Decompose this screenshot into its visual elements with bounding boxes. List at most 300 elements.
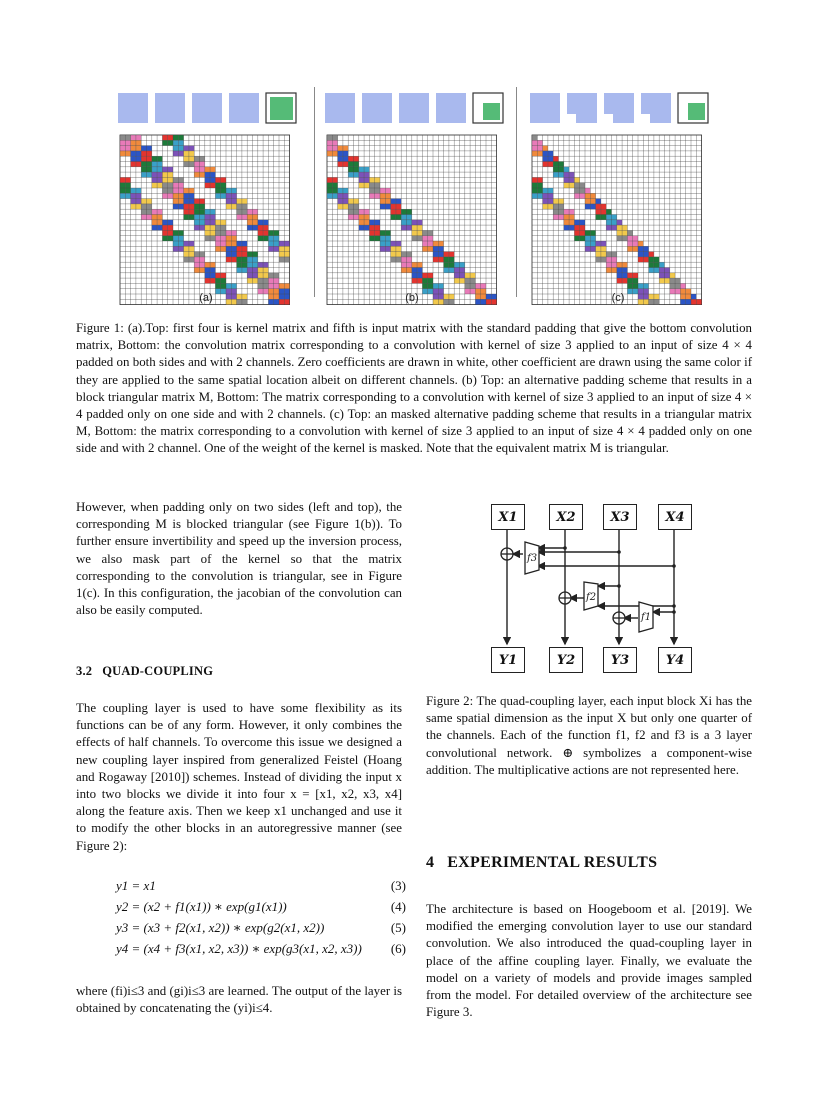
matrix-cell xyxy=(553,215,558,220)
input-box-x3: X3 xyxy=(603,504,637,530)
matrix-cell xyxy=(553,172,558,177)
matrix-cell xyxy=(543,162,548,167)
matrix-cell xyxy=(205,278,210,283)
matrix-cell xyxy=(375,188,380,193)
matrix-cell xyxy=(141,199,146,204)
matrix-cell xyxy=(627,278,632,283)
matrix-cell xyxy=(569,183,574,188)
matrix-cell xyxy=(627,273,632,278)
matrix-cell xyxy=(268,289,273,294)
matrix-cell xyxy=(194,204,199,209)
matrix-cell xyxy=(253,268,258,273)
matrix-cell xyxy=(444,262,449,267)
kernel-square xyxy=(362,93,392,123)
matrix-cell xyxy=(475,294,480,299)
matrix-cell xyxy=(242,199,247,204)
matrix-cell xyxy=(184,241,189,246)
matrix-cell xyxy=(364,167,369,172)
matrix-cell xyxy=(465,273,470,278)
matrix-cell xyxy=(338,151,343,156)
matrix-cell xyxy=(120,146,125,151)
matrix-cell xyxy=(332,183,337,188)
matrix-cell xyxy=(412,236,417,241)
matrix-cell xyxy=(401,257,406,262)
matrix-cell xyxy=(189,241,194,246)
matrix-cell xyxy=(606,268,611,273)
matrix-cell xyxy=(606,252,611,257)
matrix-cell xyxy=(147,172,152,177)
matrix-cell xyxy=(221,278,226,283)
matrix-cell xyxy=(226,241,231,246)
function-label-f3: f3 xyxy=(527,553,538,564)
matrix-cell xyxy=(460,268,465,273)
matrix-cell xyxy=(680,299,685,304)
matrix-cell xyxy=(532,146,537,151)
matrix-cell xyxy=(449,268,454,273)
matrix-cell xyxy=(606,215,611,220)
matrix-cell xyxy=(417,220,422,225)
matrix-cell xyxy=(454,273,459,278)
matrix-cell xyxy=(665,273,670,278)
matrix-cell xyxy=(364,220,369,225)
matrix-cell xyxy=(449,252,454,257)
matrix-cell xyxy=(601,204,606,209)
matrix-cell xyxy=(184,252,189,257)
matrix-cell xyxy=(454,278,459,283)
matrix-cell xyxy=(649,252,654,257)
matrix-cell xyxy=(612,220,617,225)
matrix-cell xyxy=(612,257,617,262)
matrix-cell xyxy=(454,262,459,267)
matrix-cell xyxy=(253,225,258,230)
matrix-cell xyxy=(242,215,247,220)
matrix-cell xyxy=(147,215,152,220)
matrix-cell xyxy=(343,188,348,193)
matrix-cell xyxy=(152,183,157,188)
matrix-cell xyxy=(585,236,590,241)
matrix-cell xyxy=(649,257,654,262)
matrix-cell xyxy=(585,188,590,193)
matrix-cell xyxy=(532,177,537,182)
paragraph-learned-functions: where (fi)i≤3 and (gi)i≤3 are learned. The output of the layer is obtained by concatenating the (yi)i≤4. xyxy=(76,984,402,1016)
matrix-cell xyxy=(184,215,189,220)
matrix-cell xyxy=(417,273,422,278)
matrix-cell xyxy=(553,156,558,161)
matrix-cell xyxy=(569,209,574,214)
matrix-cell xyxy=(237,299,242,304)
matrix-cell xyxy=(173,193,178,198)
matrix-cell xyxy=(543,199,548,204)
matrix-cell xyxy=(680,289,685,294)
matrix-cell xyxy=(237,204,242,209)
matrix-cell xyxy=(475,289,480,294)
matrix-cell xyxy=(332,135,337,140)
kernel-square xyxy=(118,93,148,123)
matrix-cell xyxy=(231,188,236,193)
matrix-cell xyxy=(231,236,236,241)
matrix-cell xyxy=(627,241,632,246)
matrix-cell xyxy=(449,294,454,299)
kernel-square xyxy=(530,93,560,123)
output-box-y3: Y3 xyxy=(603,647,637,673)
matrix-cell xyxy=(226,246,231,251)
matrix-cell xyxy=(152,209,157,214)
input-box-x1: X1 xyxy=(491,504,525,530)
matrix-cell xyxy=(231,241,236,246)
matrix-cell xyxy=(231,230,236,235)
matrix-cell xyxy=(548,162,553,167)
matrix-cell xyxy=(194,156,199,161)
matrix-cell xyxy=(627,236,632,241)
matrix-cell xyxy=(606,209,611,214)
matrix-cell xyxy=(460,262,465,267)
matrix-cell xyxy=(601,257,606,262)
matrix-cell xyxy=(396,199,401,204)
matrix-cell xyxy=(601,241,606,246)
matrix-cell xyxy=(189,151,194,156)
matrix-cell xyxy=(348,167,353,172)
matrix-cell xyxy=(268,283,273,288)
paragraph-quad-coupling: The coupling layer is used to have some flexibility as its functions can be of any form. However, it only combines the effects of half channels. To overcome this issue we designed a new coupling layer inspired from generalized Feistel (Hoang and Rogaway [2010]) schemes. Instead of dividing the input x into two blocks we divide it into four x = [x1, x2, x3, x4] along the feature axis. Then we keep x1 unchanged and use it to modify the other blocks in an autoregressive manner (see Figure 2): xyxy=(76,701,402,853)
matrix-cell xyxy=(444,299,449,304)
matrix-cell xyxy=(343,193,348,198)
matrix-cell xyxy=(564,209,569,214)
matrix-cell xyxy=(407,252,412,257)
matrix-cell xyxy=(215,241,220,246)
input-fill xyxy=(270,97,293,120)
matrix-cell xyxy=(327,146,332,151)
matrix-cell xyxy=(638,283,643,288)
matrix-cell xyxy=(157,162,162,167)
matrix-cell xyxy=(253,257,258,262)
matrix-cell xyxy=(194,220,199,225)
matrix-cell xyxy=(237,252,242,257)
matrix-cell xyxy=(194,257,199,262)
matrix-cell xyxy=(417,262,422,267)
matrix-cell xyxy=(559,172,564,177)
matrix-cell xyxy=(553,199,558,204)
matrix-cell xyxy=(221,283,226,288)
matrix-cell xyxy=(465,289,470,294)
matrix-cell xyxy=(152,162,157,167)
matrix-cell xyxy=(274,283,279,288)
matrix-cell xyxy=(385,204,390,209)
matrix-cell xyxy=(580,183,585,188)
matrix-cell xyxy=(543,204,548,209)
matrix-cell xyxy=(184,156,189,161)
matrix-cell xyxy=(596,204,601,209)
matrix-cell xyxy=(460,273,465,278)
matrix-cell xyxy=(268,241,273,246)
matrix-cell xyxy=(590,199,595,204)
matrix-cell xyxy=(231,199,236,204)
matrix-cell xyxy=(444,294,449,299)
matrix-cell xyxy=(332,140,337,145)
matrix-cell xyxy=(391,257,396,262)
matrix-cell xyxy=(617,230,622,235)
matrix-cell xyxy=(162,177,167,182)
matrix-cell xyxy=(354,172,359,177)
matrix-cell xyxy=(428,230,433,235)
matrix-cell xyxy=(247,215,252,220)
matrix-cell xyxy=(168,193,173,198)
matrix-cell xyxy=(131,146,136,151)
matrix-cell xyxy=(348,204,353,209)
matrix-cell xyxy=(564,225,569,230)
matrix-cell xyxy=(131,156,136,161)
matrix-cell xyxy=(226,236,231,241)
matrix-cell xyxy=(215,246,220,251)
matrix-cell xyxy=(168,230,173,235)
matrix-cell xyxy=(178,246,183,251)
matrix-cell xyxy=(633,283,638,288)
matrix-cell xyxy=(274,273,279,278)
matrix-cell xyxy=(433,246,438,251)
matrix-cell xyxy=(152,220,157,225)
matrix-cell xyxy=(691,299,696,304)
matrix-cell xyxy=(596,257,601,262)
matrix-cell xyxy=(401,220,406,225)
matrix-cell xyxy=(215,236,220,241)
matrix-cell xyxy=(649,268,654,273)
matrix-cell xyxy=(574,236,579,241)
matrix-cell xyxy=(136,162,141,167)
matrix-cell xyxy=(348,172,353,177)
matrix-cell xyxy=(184,151,189,156)
matrix-cell xyxy=(580,193,585,198)
matrix-cell xyxy=(364,177,369,182)
matrix-cell xyxy=(412,278,417,283)
matrix-cell xyxy=(407,225,412,230)
matrix-cell xyxy=(178,199,183,204)
matrix-cell xyxy=(470,289,475,294)
matrix-cell xyxy=(412,230,417,235)
matrix-cell xyxy=(359,172,364,177)
matrix-cell xyxy=(401,209,406,214)
matrix-cell xyxy=(654,299,659,304)
matrix-cell xyxy=(263,278,268,283)
matrix-cell xyxy=(268,294,273,299)
matrix-cell xyxy=(215,230,220,235)
matrix-cell xyxy=(617,273,622,278)
matrix-cell xyxy=(691,294,696,299)
matrix-cell xyxy=(643,252,648,257)
matrix-cell xyxy=(438,252,443,257)
matrix-cell xyxy=(354,215,359,220)
matrix-cell xyxy=(242,268,247,273)
matrix-cell xyxy=(263,268,268,273)
matrix-cell xyxy=(284,246,289,251)
matrix-cell xyxy=(237,268,242,273)
matrix-cell xyxy=(168,236,173,241)
matrix-cell xyxy=(553,204,558,209)
matrix-cell xyxy=(449,262,454,267)
matrix-cell xyxy=(622,230,627,235)
matrix-cell xyxy=(173,204,178,209)
function-label-f1: f1 xyxy=(641,612,652,623)
matrix-cell xyxy=(226,230,231,235)
matrix-cell xyxy=(612,215,617,220)
matrix-cell xyxy=(686,299,691,304)
matrix-cell xyxy=(654,257,659,262)
matrix-cell xyxy=(205,262,210,267)
matrix-cell xyxy=(168,140,173,145)
matrix-cell xyxy=(147,199,152,204)
matrix-cell xyxy=(168,225,173,230)
matrix-cell xyxy=(470,278,475,283)
matrix-cell xyxy=(221,193,226,198)
matrix-cell xyxy=(380,193,385,198)
matrix-cell xyxy=(131,188,136,193)
matrix-cell xyxy=(532,140,537,145)
equation-number: (5) xyxy=(390,920,406,935)
matrix-cell xyxy=(338,193,343,198)
matrix-cell xyxy=(627,246,632,251)
matrix-cell xyxy=(649,262,654,267)
matrix-cell xyxy=(242,241,247,246)
matrix-cell xyxy=(580,220,585,225)
matrix-cell xyxy=(369,188,374,193)
matrix-cell xyxy=(194,199,199,204)
matrix-cell xyxy=(364,183,369,188)
matrix-cell xyxy=(580,236,585,241)
matrix-cell xyxy=(253,252,258,257)
matrix-cell xyxy=(205,236,210,241)
matrix-cell xyxy=(162,225,167,230)
matrix-cell xyxy=(189,156,194,161)
matrix-cell xyxy=(205,215,210,220)
matrix-cell xyxy=(258,278,263,283)
matrix-cell xyxy=(438,294,443,299)
matrix-cell xyxy=(279,241,284,246)
matrix-cell xyxy=(601,252,606,257)
matrix-cell xyxy=(215,193,220,198)
matrix-cell xyxy=(194,252,199,257)
matrix-cell xyxy=(396,252,401,257)
matrix-cell xyxy=(665,268,670,273)
matrix-cell xyxy=(633,278,638,283)
matrix-cell xyxy=(343,162,348,167)
matrix-cell xyxy=(221,183,226,188)
matrix-cell xyxy=(200,204,205,209)
matrix-cell xyxy=(231,299,236,304)
matrix-cell xyxy=(189,162,194,167)
matrix-cell xyxy=(369,230,374,235)
matrix-cell xyxy=(162,140,167,145)
matrix-cell xyxy=(237,246,242,251)
matrix-cell xyxy=(226,204,231,209)
matrix-cell xyxy=(396,257,401,262)
matrix-cell xyxy=(332,193,337,198)
matrix-cell xyxy=(369,225,374,230)
matrix-cell xyxy=(210,262,215,267)
matrix-cell xyxy=(253,278,258,283)
matrix-cell xyxy=(665,278,670,283)
matrix-cell xyxy=(162,183,167,188)
matrix-cell xyxy=(412,220,417,225)
matrix-cell xyxy=(481,294,486,299)
matrix-cell xyxy=(359,183,364,188)
matrix-cell xyxy=(481,289,486,294)
matrix-cell xyxy=(141,162,146,167)
matrix-cell xyxy=(253,273,258,278)
matrix-cell xyxy=(580,225,585,230)
matrix-cell xyxy=(401,215,406,220)
matrix-cell xyxy=(433,294,438,299)
matrix-cell xyxy=(152,225,157,230)
matrix-cell xyxy=(553,167,558,172)
matrix-cell xyxy=(178,151,183,156)
matrix-cell xyxy=(168,167,173,172)
matrix-cell xyxy=(263,236,268,241)
matrix-cell xyxy=(612,268,617,273)
matrix-cell xyxy=(263,289,268,294)
matrix-cell xyxy=(391,204,396,209)
matrix-cell xyxy=(369,220,374,225)
matrix-cell xyxy=(125,151,130,156)
matrix-cell xyxy=(189,215,194,220)
masked-cell xyxy=(567,114,576,123)
matrix-cell xyxy=(590,236,595,241)
matrix-cell xyxy=(200,172,205,177)
panel-label-b: (b) xyxy=(405,292,419,304)
matrix-cell xyxy=(173,236,178,241)
matrix-cell xyxy=(210,215,215,220)
matrix-cell xyxy=(205,273,210,278)
matrix-cell xyxy=(178,204,183,209)
matrix-cell xyxy=(617,236,622,241)
matrix-cell xyxy=(178,236,183,241)
matrix-cell xyxy=(242,209,247,214)
matrix-cell xyxy=(253,262,258,267)
matrix-cell xyxy=(284,241,289,246)
matrix-cell xyxy=(612,252,617,257)
matrix-cell xyxy=(606,220,611,225)
matrix-cell xyxy=(168,135,173,140)
matrix-cell xyxy=(200,209,205,214)
matrix-cell xyxy=(622,278,627,283)
matrix-cell xyxy=(247,257,252,262)
matrix-cell xyxy=(205,230,210,235)
matrix-cell xyxy=(284,257,289,262)
matrix-cell xyxy=(574,225,579,230)
matrix-cell xyxy=(574,177,579,182)
matrix-cell xyxy=(590,230,595,235)
matrix-cell xyxy=(428,273,433,278)
matrix-cell xyxy=(237,209,242,214)
matrix-cell xyxy=(369,177,374,182)
matrix-cell xyxy=(675,283,680,288)
matrix-cell xyxy=(162,135,167,140)
matrix-cell xyxy=(226,252,231,257)
matrix-cell xyxy=(465,283,470,288)
matrix-cell xyxy=(564,220,569,225)
matrix-cell xyxy=(638,294,643,299)
matrix-cell xyxy=(210,183,215,188)
matrix-cell xyxy=(131,162,136,167)
matrix-cell xyxy=(136,199,141,204)
matrix-cell xyxy=(481,283,486,288)
matrix-cell xyxy=(168,188,173,193)
matrix-cell xyxy=(168,220,173,225)
matrix-cell xyxy=(120,135,125,140)
matrix-cell xyxy=(226,193,231,198)
matrix-cell xyxy=(590,193,595,198)
matrix-cell xyxy=(284,289,289,294)
matrix-cell xyxy=(359,220,364,225)
matrix-cell xyxy=(385,193,390,198)
matrix-cell xyxy=(649,294,654,299)
